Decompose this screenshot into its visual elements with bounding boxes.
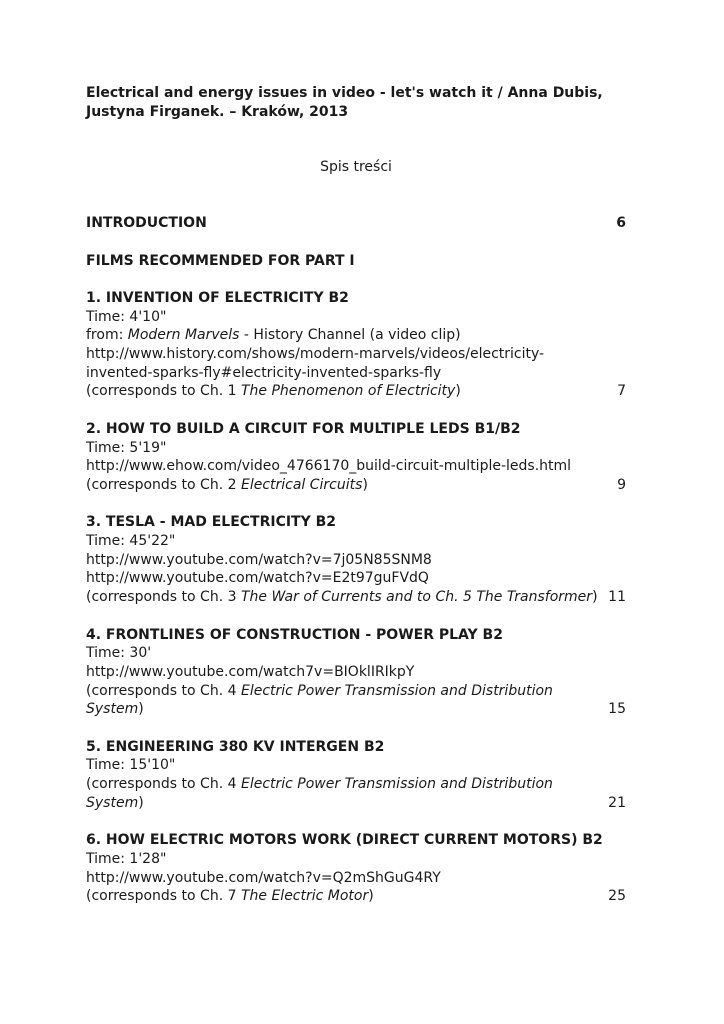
entry-title: 6. HOW ELECTRIC MOTORS WORK (DIRECT CURRENT MOTORS) B2	[86, 832, 603, 849]
entry-page-number: 25	[608, 888, 626, 905]
document-title-line-2: Justyna Firganek. – Kraków, 2013	[86, 103, 349, 120]
reference-prefix: (corresponds to Ch. 7	[86, 888, 241, 905]
entry-reference-row	[86, 476, 626, 495]
entry-reference	[86, 476, 608, 495]
entry-reference-line-1	[86, 775, 626, 794]
toc-entry-1	[86, 289, 626, 401]
entry-title: 4. FRONTLINES OF CONSTRUCTION - POWER PLAY B2	[86, 626, 503, 643]
reference-chapter-title: The War of Currents and to Ch. 5 The Transformer	[240, 589, 593, 606]
entry-time: Time: 4'10"	[86, 308, 167, 325]
reference-chapter-title-part-1: Electric Power Transmission and Distribution	[240, 682, 553, 699]
source-prefix: from:	[86, 327, 128, 344]
toc-entry-6	[86, 831, 626, 906]
reference-suffix: )	[455, 383, 461, 400]
entry-page-number: 15	[608, 701, 626, 718]
entry-url-line-2[interactable]: invented-sparks-fly#electricity-invented-sparks-fly	[86, 364, 442, 381]
toc-entry-2	[86, 420, 626, 495]
reference-chapter-title: The Electric Motor	[240, 888, 369, 905]
introduction-page-number: 6	[616, 215, 626, 232]
entry-url[interactable]: http://www.youtube.com/watch?v=Q2mShGuG4RY	[86, 869, 441, 886]
entry-url-2[interactable]: http://www.youtube.com/watch?v=E2t97guFVdQ	[86, 570, 429, 587]
entry-reference-line-2	[86, 794, 608, 813]
entry-reference-row	[86, 887, 626, 906]
toc-heading: Spis treści	[320, 159, 392, 176]
entry-source	[86, 326, 626, 345]
source-program: Modern Marvels	[127, 327, 240, 344]
toc-entry-4	[86, 626, 626, 720]
entry-time: Time: 15'10"	[86, 757, 176, 774]
entry-reference-row	[86, 794, 626, 813]
reference-prefix: (corresponds to Ch. 1	[86, 383, 241, 400]
entry-reference	[86, 588, 608, 607]
introduction-label: INTRODUCTION	[86, 215, 207, 232]
entry-title: 3. TESLA - MAD ELECTRICITY B2	[86, 514, 337, 531]
entry-url[interactable]: http://www.ehow.com/video_4766170_build-circuit-multiple-leds.html	[86, 458, 572, 475]
entry-reference	[86, 887, 608, 906]
document-page	[86, 84, 626, 906]
entry-reference-line-1	[86, 682, 626, 701]
entry-page-number: 9	[617, 476, 626, 493]
entry-reference	[86, 382, 608, 401]
entry-reference-row	[86, 382, 626, 401]
reference-chapter-title: The Phenomenon of Electricity	[240, 383, 456, 400]
entry-url-1[interactable]: http://www.youtube.com/watch?v=7j05N85SNM8	[86, 551, 432, 568]
reference-suffix: )	[362, 476, 368, 493]
reference-suffix: )	[138, 794, 144, 811]
entry-title: 1. INVENTION OF ELECTRICITY B2	[86, 289, 349, 306]
toc-entry-introduction	[86, 214, 626, 233]
reference-chapter-title-part-2: System	[86, 701, 139, 718]
reference-prefix: (corresponds to Ch. 2	[86, 476, 241, 493]
part-label: FILMS RECOMMENDED FOR PART I	[86, 252, 355, 269]
toc-entry-5	[86, 738, 626, 813]
entry-url[interactable]: http://www.youtube.com/watch7v=BIOklIRIkpY	[86, 663, 415, 680]
reference-chapter-title-part-1: Electric Power Transmission and Distribution	[240, 776, 553, 793]
toc-entry-3	[86, 513, 626, 607]
document-title	[86, 84, 626, 121]
entry-time: Time: 30'	[86, 645, 152, 662]
entry-time: Time: 1'28"	[86, 850, 167, 867]
source-suffix: - History Channel (a video clip)	[239, 327, 461, 344]
entry-page-number: 11	[608, 589, 626, 606]
entry-page-number: 21	[608, 794, 626, 811]
reference-prefix: (corresponds to Ch. 4	[86, 682, 241, 699]
reference-suffix: )	[592, 589, 598, 606]
reference-suffix: )	[368, 888, 374, 905]
reference-suffix: )	[138, 701, 144, 718]
reference-prefix: (corresponds to Ch. 4	[86, 776, 241, 793]
entry-time: Time: 45'22"	[86, 533, 176, 549]
reference-prefix: (corresponds to Ch. 3	[86, 589, 241, 606]
entry-url-line-1[interactable]: http://www.history.com/shows/modern-marvels/videos/electricity-	[86, 346, 545, 362]
entry-time: Time: 5'19"	[86, 439, 167, 456]
entry-page-number: 7	[617, 383, 626, 400]
reference-chapter-title-part-2: System	[86, 794, 139, 811]
entry-reference-row	[86, 588, 626, 607]
entry-title: 2. HOW TO BUILD A CIRCUIT FOR MULTIPLE LEDS B1/B2	[86, 420, 521, 437]
reference-chapter-title: Electrical Circuits	[240, 476, 363, 493]
entry-reference-row	[86, 700, 626, 719]
document-title-line-1: Electrical and energy issues in video - let's watch it / Anna Dubis,	[86, 85, 603, 101]
entry-reference-line-2	[86, 700, 608, 719]
entry-title: 5. ENGINEERING 380 KV INTERGEN B2	[86, 738, 385, 755]
